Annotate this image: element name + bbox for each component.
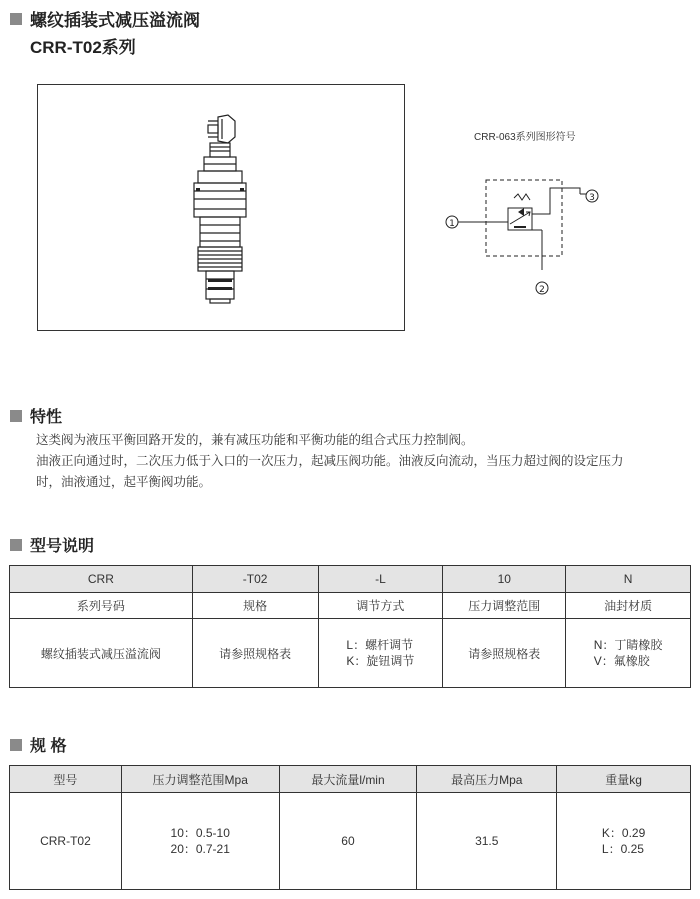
features-text bbox=[36, 430, 692, 493]
port-2-label: 2 bbox=[539, 285, 545, 295]
title-block bbox=[10, 6, 200, 58]
model-name-cell: 规格 bbox=[192, 593, 318, 619]
model-detail-row bbox=[10, 619, 691, 688]
specs-header-cell: 型号 bbox=[10, 766, 122, 793]
adjust-option: L：螺杆调节 bbox=[346, 638, 414, 652]
model-code-cell: CRR bbox=[10, 566, 193, 593]
product-drawing-frame bbox=[37, 84, 405, 331]
features-line: 油液正向通过时，二次压力低于入口的一次压力，起减压阀功能。油液反向流动，当压力超过阀的设定压力 bbox=[36, 454, 624, 468]
port-1-label: 1 bbox=[449, 219, 455, 229]
specs-heading: 规 格 bbox=[10, 733, 66, 756]
pressure-range: 10：0.5-10 bbox=[170, 826, 230, 840]
valve-drawing bbox=[38, 85, 404, 330]
features-heading: 特性 bbox=[10, 404, 62, 427]
model-code-cell: 10 bbox=[443, 566, 566, 593]
specs-data-row bbox=[10, 793, 691, 890]
model-table bbox=[9, 565, 691, 688]
model-name-cell: 油封材质 bbox=[566, 593, 691, 619]
model-code-cell: N bbox=[566, 566, 691, 593]
hydraulic-symbol bbox=[430, 120, 680, 300]
specs-header-cell: 重量kg bbox=[557, 766, 691, 793]
model-code-cell: -L bbox=[318, 566, 443, 593]
model-detail-cell bbox=[566, 619, 691, 688]
specs-pressure-cell bbox=[121, 793, 279, 890]
features-line: 时，油液通过，起平衡阀功能。 bbox=[36, 475, 212, 489]
symbol-caption: CRR-063系列图形符号 bbox=[474, 132, 576, 143]
model-detail-cell: 请参照规格表 bbox=[443, 619, 566, 688]
model-name-cell: 压力调整范围 bbox=[443, 593, 566, 619]
bullet-square-icon bbox=[10, 739, 22, 751]
specs-weight-cell bbox=[557, 793, 691, 890]
specs-header-cell: 最大流量l/min bbox=[279, 766, 417, 793]
specs-header-cell: 压力调整范围Mpa bbox=[121, 766, 279, 793]
port-3-label: 3 bbox=[589, 193, 595, 203]
pressure-range: 20：0.7-21 bbox=[170, 842, 230, 856]
model-detail-cell: 螺纹插装式减压溢流阀 bbox=[10, 619, 193, 688]
model-detail-cell bbox=[318, 619, 443, 688]
model-detail-cell: 请参照规格表 bbox=[192, 619, 318, 688]
model-code-cell: -T02 bbox=[192, 566, 318, 593]
bullet-square-icon bbox=[10, 539, 22, 551]
bullet-square-icon bbox=[10, 13, 22, 25]
specs-flow-cell: 60 bbox=[279, 793, 417, 890]
specs-model-cell: CRR-T02 bbox=[10, 793, 122, 890]
weight-value: K：0.29 bbox=[601, 826, 646, 840]
model-name-row bbox=[10, 593, 691, 619]
bullet-square-icon bbox=[10, 410, 22, 422]
model-code-row bbox=[10, 566, 691, 593]
seal-option: N：丁睛橡胶 bbox=[593, 638, 663, 652]
model-name-cell: 系列号码 bbox=[10, 593, 193, 619]
page-subtitle: CRR-T02系列 bbox=[30, 38, 136, 57]
hydraulic-symbol-area bbox=[430, 120, 680, 300]
model-heading: 型号说明 bbox=[10, 533, 94, 556]
weight-value: L：0.25 bbox=[601, 842, 644, 856]
seal-option: V：氟橡胶 bbox=[593, 654, 650, 668]
specs-header-row bbox=[10, 766, 691, 793]
specs-max-pressure-cell: 31.5 bbox=[417, 793, 557, 890]
model-name-cell: 调节方式 bbox=[318, 593, 443, 619]
adjust-option: K：旋钮调节 bbox=[346, 654, 415, 668]
page-title: 螺纹插装式减压溢流阀 bbox=[30, 11, 200, 30]
features-line: 这类阀为液压平衡回路开发的，兼有减压功能和平衡功能的组合式压力控制阀。 bbox=[36, 433, 474, 447]
specs-table bbox=[9, 765, 691, 890]
specs-header-cell: 最高压力Mpa bbox=[417, 766, 557, 793]
